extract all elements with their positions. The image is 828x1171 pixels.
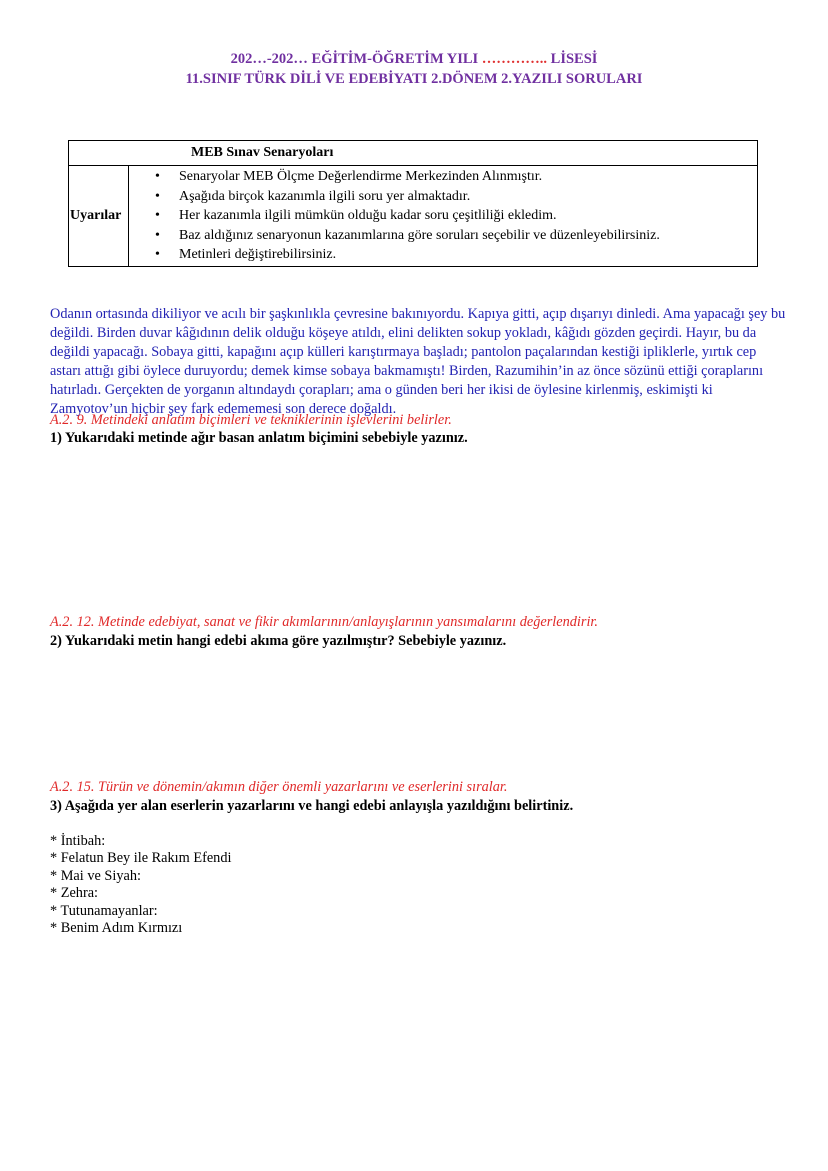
warning-item: • Metinleri değiştirebilirsiniz. xyxy=(129,245,757,265)
work-item-mai-ve-siyah: * Mai ve Siyah: xyxy=(50,867,141,884)
learning-outcome-1: A.2. 9. Metindeki anlatım biçimleri ve tekniklerinin işlevlerini belirler. xyxy=(50,412,452,428)
passage-text: Odanın ortasında dikiliyor ve acılı bir şaşkınlıkla çevresine bakınıyordu. Kapıya gitti, açıp dışarıyı dinledi. Ama yapacağı şey bu değildi. Birden duvar kâğıdının delik olduğu köşeye atıldı, elini delikten sokup yokladı, kâğıdı gözden geçirdi. Hayır, bu da değildi yapacağı. Sobaya gitti, kapağını açıp külleri karıştırmaya başladı; pantolon paçalarından kestiği ipliklerle, yırtık cep astarı attığı gibi öylece duruyordu; demek kimse sobaya bakmamıştı! Birden, Razumihin’in az önce sözünü ettiği çoraplarını hatırladı. Gerçekten de yorganın altındaydı çorapları; ama o günden beri her ikisi de öylesine kirlenmiş, eskimişti ki Zamyotov’un hiçbir şey fark edememesi son derece doğaldı. xyxy=(50,306,786,417)
warning-item: • Aşağıda birçok kazanımla ilgili soru yer almaktadır. xyxy=(129,187,757,207)
exam-title-line1 xyxy=(0,50,828,68)
scenario-table-header: MEB Sınav Senaryoları xyxy=(69,141,758,166)
warning-item: • Her kazanımla ilgili mümkün olduğu kadar soru çeşitliliği ekledim. xyxy=(129,206,757,226)
work-item-intibah: * İntibah: xyxy=(50,833,106,849)
work-item-zehra: * Zehra: xyxy=(50,885,99,902)
scenario-table xyxy=(68,140,758,267)
work-item-felatun-bey: * Felatun Bey ile Rakım Efendi xyxy=(50,850,232,867)
question-2: 2) Yukarıdaki metin hangi edebi akıma göre yazılmıştır? Sebebiyle yazınız. xyxy=(50,633,507,649)
work-item-benim-adim-kirmizi: * Benim Adım Kırmızı xyxy=(50,920,183,937)
title-year-school: 202…-202… EĞİTİM-ÖĞRETİM YILI xyxy=(230,51,482,67)
warning-item: • Senaryolar MEB Ölçme Değerlendirme Merkezinden Alınmıştır. xyxy=(129,167,757,187)
warning-item: • Baz aldığınız senaryonun kazanımlarına göre soruları seçebilir ve düzenleyebilirsiniz. xyxy=(129,226,757,246)
learning-outcome-3: A.2. 15. Türün ve dönemin/akımın diğer önemli yazarlarını ve eserlerini sıralar. xyxy=(50,779,508,795)
answer-area-2[interactable] xyxy=(50,652,770,772)
works-list xyxy=(50,833,231,937)
warnings-list xyxy=(129,166,757,266)
warnings-cell xyxy=(129,166,758,267)
answer-area-1[interactable] xyxy=(50,450,770,605)
exam-title-line2: 11.SINIF TÜRK DİLİ VE EDEBİYATI 2.DÖNEM 2.YAZILI SORULARI xyxy=(185,71,643,87)
reading-passage xyxy=(50,305,790,418)
work-item-tutunamayanlar: * Tutunamayanlar: xyxy=(50,902,158,919)
question-1: 1) Yukarıdaki metinde ağır basan anlatım biçimini sebebiyle yazınız. xyxy=(50,430,468,446)
learning-outcome-2: A.2. 12. Metinde edebiyat, sanat ve fikir akımlarının/anlayışlarının yansımalarını değerlendirir. xyxy=(50,614,598,630)
warnings-label: Uyarılar xyxy=(69,166,129,267)
school-name-blank: ………….. xyxy=(481,51,548,67)
title-school-suffix: LİSESİ xyxy=(547,51,598,67)
question-3: 3) Aşağıda yer alan eserlerin yazarlarını ve hangi edebi anlayışla yazıldığını belirtiniz. xyxy=(50,798,574,814)
